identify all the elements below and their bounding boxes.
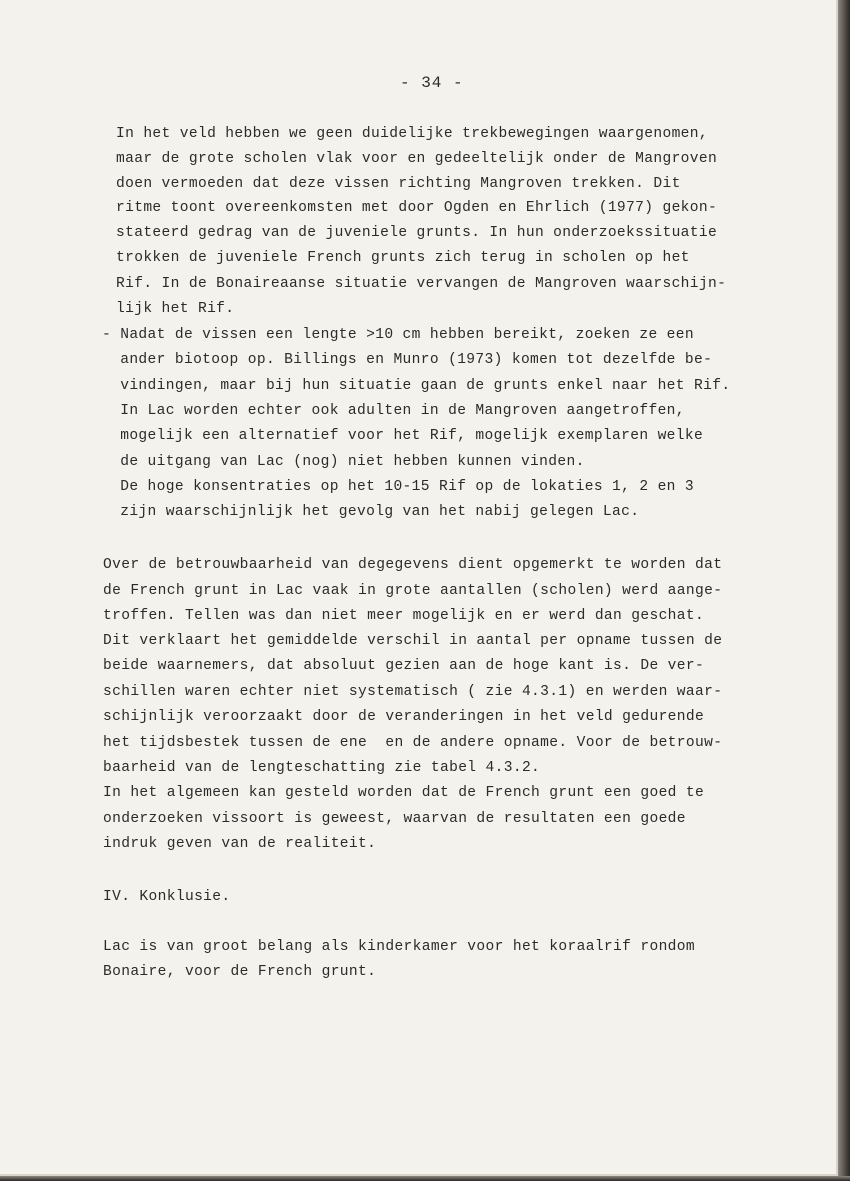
paragraph-3-line: onderzoeken vissoort is geweest, waarvan de resultaten een goede (103, 811, 686, 827)
paragraph-3-line: troffen. Tellen was dan niet meer mogelijk en er werd dan geschat. (103, 608, 705, 624)
paragraph-3-line: schijnlijk veroorzaakt door de veranderingen in het veld gedurende (103, 709, 705, 725)
conclusion-line: Bonaire, voor de French grunt. (103, 964, 377, 980)
paragraph-3-line: Over de betrouwbaarheid van degegevens dient opgemerkt te worden dat (103, 557, 723, 573)
paragraph-1-line: stateerd gedrag van de juveniele grunts. In hun onderzoekssituatie (116, 225, 718, 241)
paragraph-3-line: Dit verklaart het gemiddelde verschil in aantal per opname tussen de (103, 633, 723, 649)
paragraph-2-line: mogelijk een alternatief voor het Rif, mogelijk exemplaren welke (102, 428, 704, 444)
paragraph-1-line: lijk het Rif. (116, 301, 235, 317)
paragraph-3-line: schillen waren echter niet systematisch ( zie 4.3.1) en werden waar- (103, 684, 723, 700)
paragraph-3-line: het tijdsbestek tussen de ene en de andere opname. Voor de betrouw- (103, 735, 723, 751)
paragraph-3-line: beide waarnemers, dat absoluut gezien aan de hoge kant is. De ver- (103, 658, 705, 674)
paragraph-1-line: Rif. In de Bonaireaanse situatie vervangen de Mangroven waarschijn- (116, 276, 727, 292)
paragraph-3-line: baarheid van de lengteschatting zie tabel 4.3.2. (103, 760, 541, 776)
paragraph-2-line: De hoge konsentraties op het 10-15 Rif op de lokaties 1, 2 en 3 (102, 479, 694, 495)
page-number: - 34 - (400, 74, 464, 92)
paragraph-1-line: doen vermoeden dat deze vissen richting Mangroven trekken. Dit (116, 176, 681, 192)
section-heading: IV. Konklusie. (103, 889, 231, 905)
paragraph-1-line: maar de grote scholen vlak voor en gedeeltelijk onder de Mangroven (116, 151, 718, 167)
paragraph-2-line: de uitgang van Lac (nog) niet hebben kunnen vinden. (102, 454, 585, 470)
paragraph-1-line: trokken de juveniele French grunts zich terug in scholen op het (116, 250, 690, 266)
paragraph-1-line: In het veld hebben we geen duidelijke trekbewegingen waargenomen, (116, 126, 708, 142)
paragraph-2-line: vindingen, maar bij hun situatie gaan de grunts enkel naar het Rif. (102, 378, 731, 394)
paragraph-2-line: ander biotoop op. Billings en Munro (1973) komen tot dezelfde be- (102, 352, 713, 368)
conclusion-line: Lac is van groot belang als kinderkamer voor het koraalrif rondom (103, 939, 695, 955)
page-bottom-shadow (0, 1176, 850, 1181)
paragraph-2-line: In Lac worden echter ook adulten in de Mangroven aangetroffen, (102, 403, 685, 419)
paragraph-1-line: ritme toont overeenkomsten met door Ogden en Ehrlich (1977) gekon- (116, 200, 718, 216)
paragraph-2-line: zijn waarschijnlijk het gevolg van het nabij gelegen Lac. (102, 504, 640, 520)
paragraph-3-line: de French grunt in Lac vaak in grote aantallen (scholen) werd aange- (103, 583, 723, 599)
page-edge-shadow (838, 0, 850, 1181)
paragraph-3-line: In het algemeen kan gesteld worden dat de French grunt een goed te (103, 785, 705, 801)
paragraph-2-line: - Nadat de vissen een lengte >10 cm hebben bereikt, zoeken ze een (102, 327, 694, 343)
paragraph-3-line: indruk geven van de realiteit. (103, 836, 377, 852)
